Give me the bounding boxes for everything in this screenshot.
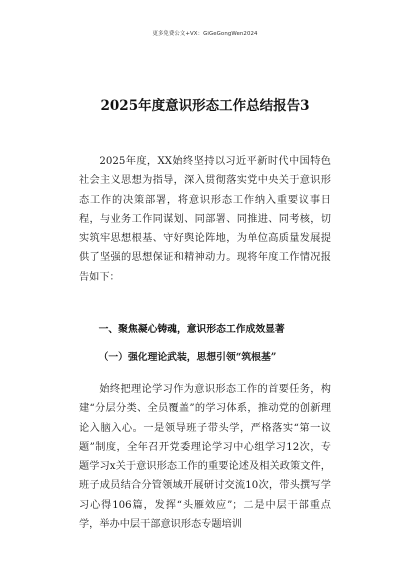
subsection-heading-1: （一）强化理论武装，思想引领“筑根基” — [98, 352, 277, 363]
section-heading-1: 一、聚焦凝心铸魂，意识形态工作成效显著 — [98, 324, 285, 335]
header-note: 更多免费公文+VX：GiGeGongWen2024 — [152, 31, 258, 37]
body-paragraph-1: 始终把理论学习作为意识形态工作的首要任务，构建“分层分类、全员覆盖”的学习体系，推动党的创新理论入脑入心。一是领导班子带头学，严格落实“第一议题”制度，全年召开党委理论学习中心组学习12次，专题学习x关于意识形态工作的重要论述及相关政策文件，班子成员结合分管领域开展研讨交流10次，带头撰写学习心得106篇，发挥“头雁效应”；二是中层干部重点学，举办中层干部意识形态专题培训 — [79, 384, 331, 531]
document-title: 2025年度意识形态工作总结报告3 — [100, 98, 310, 114]
intro-paragraph: 2025年度，XX始终坚持以习近平新时代中国特色社会主义思想为指导，深入贯彻落实党中央关于意识形态工作的决策部署，将意识形态工作纳入重要议事日程，与业务工作同谋划、同部署、同推进、同考核，切实筑牢思想根基、守好舆论阵地，为单位高质量发展提供了坚强的思想保证和精神动力。现将年度工作情况报告如下： — [79, 156, 331, 283]
